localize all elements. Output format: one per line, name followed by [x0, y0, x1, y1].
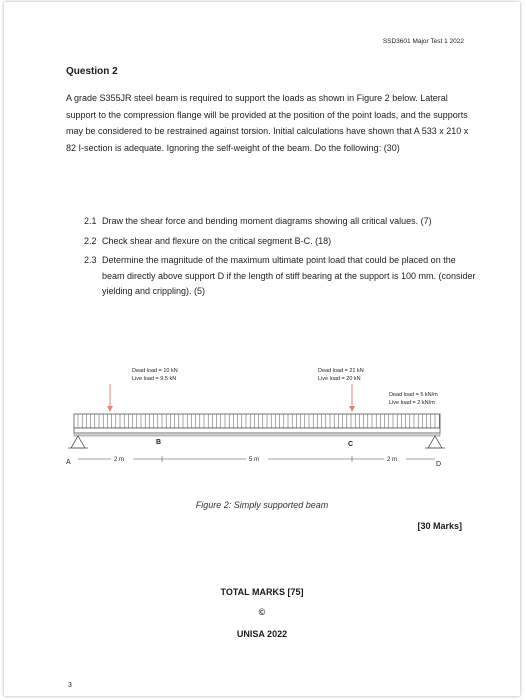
support-d — [425, 436, 445, 448]
question-title: Question 2 — [66, 66, 118, 77]
label-a: A — [66, 459, 71, 466]
support-a — [68, 436, 88, 448]
udl-dead-label: Dead load = 5 kN/m — [389, 392, 438, 398]
label-b: B — [156, 439, 162, 446]
task-text: Check shear and flexure on the critical segment B-C. (18) — [102, 235, 332, 246]
question-body: A grade S355JR steel beam is required to support the loads as shown in Figure 2 below. Lateral support to the compression flange will be provided at the position of the point loads, and the supports may be considered to be restrained against torsion. Initial calculations have shown that A 533 x 210 x 82 I-section is adequate. Ignoring the self-weight of the beam. Do the following: (30) — [66, 93, 469, 153]
beam-shadow — [74, 433, 440, 436]
point-load-c-arrow — [349, 384, 355, 412]
udl-frame — [74, 414, 440, 428]
load-b-dead-label: Dead load = 10 kN — [132, 368, 178, 374]
institution-label: UNISA 2022 — [236, 629, 288, 639]
task-list — [84, 214, 476, 304]
task-item — [84, 214, 476, 230]
load-c-live-label: Live load = 20 kN — [318, 376, 361, 382]
page-number: 3 — [68, 682, 72, 689]
label-c: C — [348, 441, 354, 448]
dim-bc: 5 m — [249, 457, 260, 463]
load-c-dead-label: Dead load = 21 kN — [318, 368, 364, 374]
question-marks: [30 Marks] — [417, 521, 462, 531]
dim-ab: 2 m — [114, 457, 125, 463]
header-reference: SSD3601 Major Test 1 2022 — [382, 38, 464, 45]
figure-caption: Figure 2: Simply supported beam — [195, 500, 329, 510]
task-item — [84, 234, 476, 250]
distributed-load — [74, 414, 440, 428]
beam-figure — [66, 362, 476, 482]
task-text: Determine the magnitude of the maximum ultimate point load that could be placed on the beam directly above support D if the length of stiff bearing at the support is 100 mm. (consider yielding and crippling). (5) — [102, 255, 476, 296]
load-b-live-label: Live load = 9.5 kN — [132, 376, 177, 382]
beam-diagram — [66, 362, 476, 482]
total-marks: TOTAL MARKS [75] — [220, 587, 304, 597]
document-page — [4, 2, 520, 696]
task-item — [84, 253, 476, 300]
task-text: Draw the shear force and bending moment diagrams showing all critical values. (7) — [102, 216, 432, 226]
label-d: D — [436, 461, 442, 468]
beam — [74, 428, 440, 433]
point-load-b-arrow — [107, 384, 113, 412]
task-number: 2.3 — [84, 255, 97, 265]
copyright-symbol: © — [258, 607, 266, 617]
task-number: 2.1 — [84, 216, 97, 226]
udl-live-label: Live load = 2 kN/m — [389, 400, 435, 406]
dim-cd: 2 m — [387, 457, 398, 463]
task-number: 2.2 — [84, 235, 97, 246]
